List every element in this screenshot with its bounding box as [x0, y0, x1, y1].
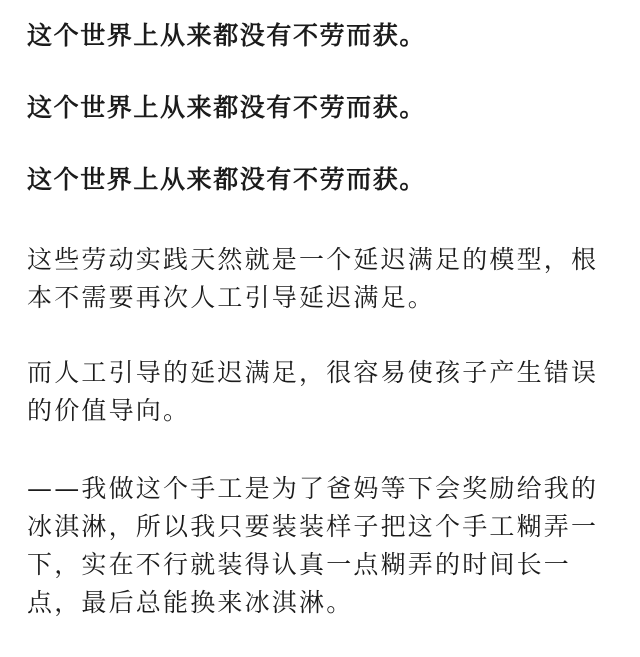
paragraph-wrong-value-guidance: 而人工引导的延迟满足，很容易使孩子产生错误的价值导向。 [27, 358, 599, 425]
paragraph-delayed-gratification-model: 这些劳动实践天然就是一个延迟满足的模型，根本不需要再次人工引导延迟满足。 [27, 245, 599, 312]
bold-paragraph-2: 这个世界上从来都没有不劳而获。 [27, 93, 427, 122]
paragraph-icecream-example: ——我做这个手工是为了爸妈等下会奖励给我的冰淇淋，所以我只要装装样子把这个手工糊弄一下，实在不行就装得认真一点糊弄的时间长一点，最后总能换来冰淇淋。 [27, 474, 599, 617]
bold-paragraph-3: 这个世界上从来都没有不劳而获。 [27, 165, 427, 194]
bold-paragraph-1: 这个世界上从来都没有不劳而获。 [27, 21, 427, 50]
